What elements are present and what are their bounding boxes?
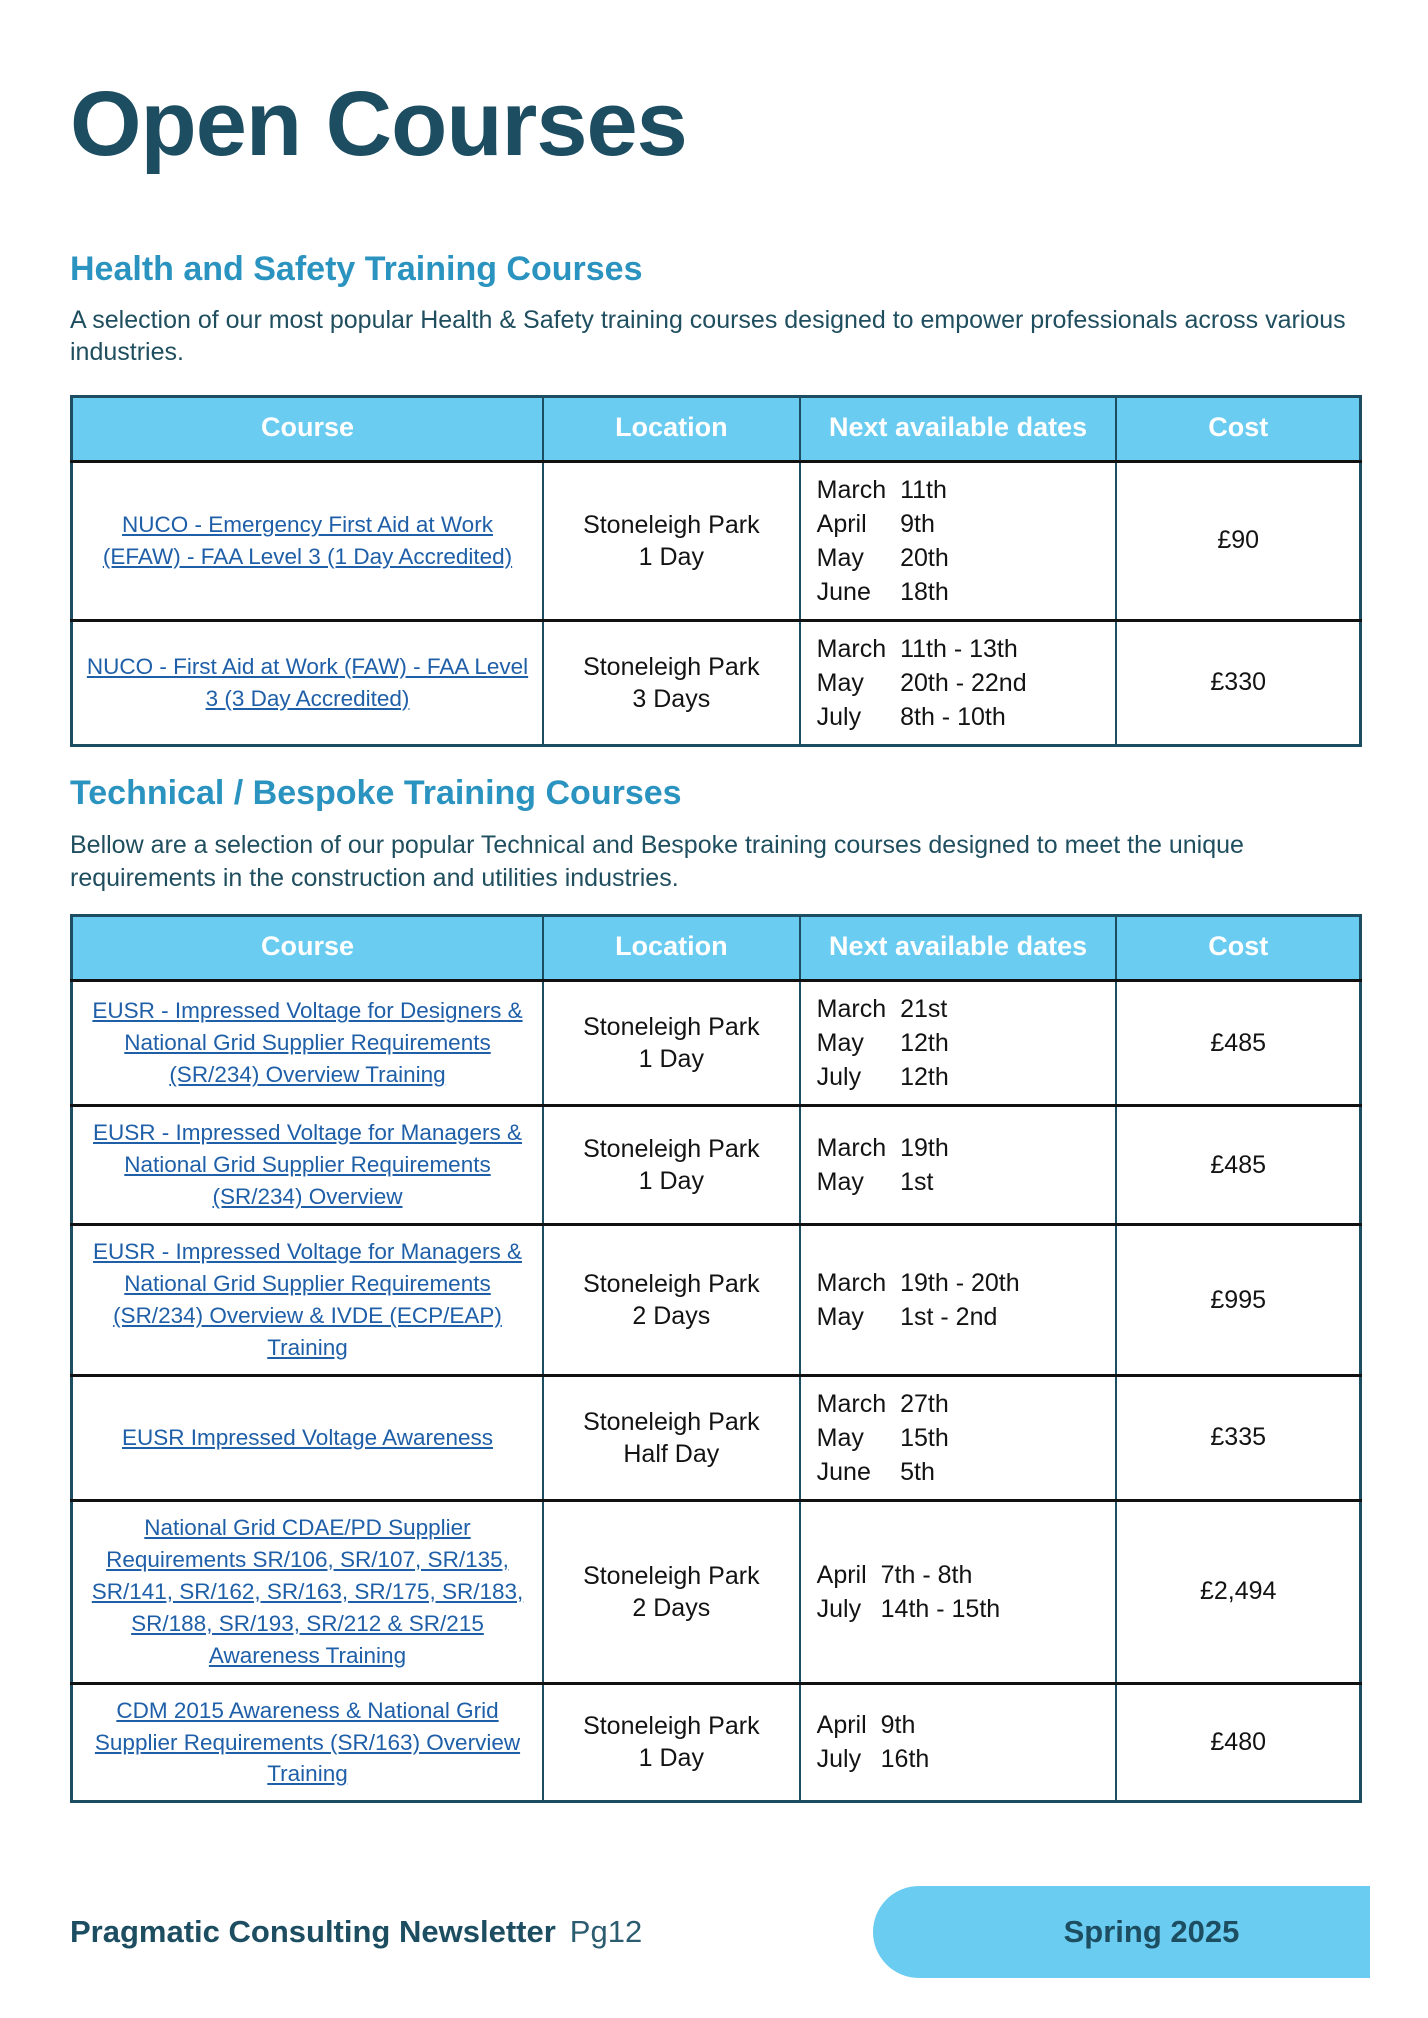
location-duration: 1 Day (638, 542, 704, 571)
date-month: July (816, 702, 862, 731)
location-place: Stoneleigh Park (583, 1712, 760, 1741)
cell-dates (800, 620, 1117, 745)
date-day: 9th (900, 509, 935, 538)
date-month: March (816, 634, 887, 663)
course-link[interactable]: EUSR - Impressed Voltage for Managers & National Grid Supplier Requirements (SR/234) Overview (93, 1120, 522, 1210)
page-title: Open Courses (70, 73, 687, 175)
table-header-row (72, 916, 1361, 981)
date-month: March (816, 1134, 887, 1163)
location-place: Stoneleigh Park (583, 1013, 760, 1042)
column-header-next-available-dates: Next available dates (800, 396, 1117, 461)
cell-cost: £2,494 (1116, 1500, 1360, 1683)
cell-dates (800, 1225, 1117, 1376)
date-month: July (816, 1594, 862, 1623)
date-entry (817, 1300, 1020, 1334)
date-entry (817, 700, 1027, 734)
course-link[interactable]: NUCO - First Aid at Work (FAW) - FAA Level 3 (3 Day Accredited) (86, 653, 529, 711)
date-day: 7th - 8th (880, 1560, 973, 1589)
cell-dates (800, 461, 1117, 620)
date-day: 1st - 2nd (900, 1303, 998, 1331)
cell-course (72, 1225, 544, 1376)
date-month: March (816, 1389, 887, 1418)
section-heading-technical-bespoke: Technical / Bespoke Training Courses (70, 773, 682, 812)
date-entry (817, 473, 949, 507)
date-list (817, 1387, 949, 1489)
date-list (817, 632, 1027, 734)
date-day: 11th - 13th (900, 634, 1018, 663)
season-label: Spring 2025 (1063, 1914, 1240, 1949)
column-header-course: Course (72, 396, 544, 461)
cell-cost: £330 (1116, 620, 1360, 745)
table-header (72, 916, 1361, 981)
date-month: March (816, 475, 887, 504)
table-row (72, 1500, 1361, 1683)
date-day: 20th (900, 543, 949, 572)
table-row (72, 1225, 1361, 1376)
date-list (817, 473, 949, 609)
location-place: Stoneleigh Park (583, 1561, 760, 1590)
date-entry (817, 1266, 1020, 1300)
cell-dates (800, 1500, 1117, 1683)
date-day: 5th (900, 1457, 935, 1486)
section-intro-health-safety: A selection of our most popular Health & Safety training courses designed to empower professionals across various industries. (70, 305, 1346, 367)
page-number-label: Pg12 (569, 1914, 643, 1949)
cell-location (543, 1683, 800, 1802)
cell-course (72, 1683, 544, 1802)
date-month: May (816, 668, 864, 697)
date-entry (817, 1742, 930, 1776)
location-place: Stoneleigh Park (583, 652, 760, 681)
date-month: May (816, 543, 864, 572)
date-list (817, 1266, 1020, 1334)
date-month: April (816, 509, 867, 538)
column-header-cost: Cost (1116, 916, 1360, 981)
course-link[interactable]: CDM 2015 Awareness & National Grid Supplier Requirements (SR/163) Overview Training (94, 1697, 521, 1787)
date-day: 9th (880, 1711, 916, 1740)
cell-cost: £995 (1116, 1225, 1360, 1376)
date-entry (817, 1421, 949, 1455)
date-day: 12th (900, 1063, 949, 1092)
date-day: 19th - 20th (900, 1269, 1020, 1297)
date-month: May (816, 1029, 864, 1058)
date-list (817, 992, 949, 1094)
cell-course (72, 1106, 544, 1225)
date-month: June (816, 577, 871, 606)
date-day: 20th - 22nd (900, 668, 1027, 697)
date-entry (817, 632, 1027, 666)
date-month: March (816, 1269, 887, 1297)
cell-dates (800, 1375, 1117, 1500)
date-month: June (816, 1457, 871, 1486)
date-entry (817, 541, 949, 575)
cell-dates (800, 981, 1117, 1106)
date-day: 12th (900, 1029, 949, 1058)
date-day: 18th (900, 577, 949, 606)
table-header (72, 396, 1361, 461)
cell-cost: £485 (1116, 1106, 1360, 1225)
section-intro-technical-bespoke: Bellow are a selection of our popular Technical and Bespoke training courses designed to meet the unique requirements in the construction and utilities industries. (70, 831, 1244, 892)
column-header-location: Location (543, 396, 800, 461)
date-day: 15th (900, 1423, 949, 1452)
date-month: May (816, 1423, 864, 1452)
location-duration: Half Day (623, 1439, 720, 1468)
table-header-row (72, 396, 1361, 461)
date-list (817, 1708, 930, 1776)
location-duration: 2 Days (632, 1302, 711, 1330)
date-day: 16th (880, 1745, 930, 1774)
date-day: 1st (900, 1168, 934, 1197)
date-day: 8th - 10th (900, 702, 1006, 731)
column-header-course: Course (72, 916, 544, 981)
date-entry (817, 575, 949, 609)
date-day: 14th - 15th (880, 1594, 1001, 1623)
location-place: Stoneleigh Park (583, 510, 760, 539)
table-body (72, 981, 1361, 1802)
date-month: April (816, 1560, 867, 1589)
table-body (72, 461, 1361, 745)
cell-location (543, 461, 800, 620)
cell-location (543, 1500, 800, 1683)
table-row (72, 620, 1361, 745)
cell-location (543, 1375, 800, 1500)
course-link[interactable]: EUSR Impressed Voltage Awareness (121, 1424, 494, 1450)
location-place: Stoneleigh Park (583, 1270, 760, 1298)
date-list (817, 1558, 1001, 1626)
season-badge (873, 1886, 1370, 1978)
newsletter-title: Pragmatic Consulting Newsletter (70, 1914, 556, 1949)
cell-course (72, 1375, 544, 1500)
date-day: 19th (900, 1134, 949, 1163)
table-row (72, 1375, 1361, 1500)
cell-dates (800, 1683, 1117, 1802)
location-place: Stoneleigh Park (583, 1407, 760, 1436)
cell-location (543, 981, 800, 1106)
technical-bespoke-courses-table (70, 914, 1362, 1803)
date-entry (817, 1060, 949, 1094)
date-entry (817, 1387, 949, 1421)
page-footer (0, 1868, 1428, 2018)
date-month: May (816, 1303, 864, 1331)
location-place: Stoneleigh Park (583, 1135, 760, 1164)
date-day: 21st (900, 995, 948, 1024)
date-month: April (816, 1711, 867, 1740)
location-duration: 3 Days (632, 684, 711, 713)
cell-course (72, 461, 544, 620)
location-duration: 1 Day (638, 1045, 704, 1074)
location-duration: 1 Day (638, 1744, 704, 1773)
date-month: May (816, 1168, 864, 1197)
date-month: July (816, 1063, 862, 1092)
cell-dates (800, 1106, 1117, 1225)
cell-course (72, 620, 544, 745)
date-list (817, 1131, 949, 1199)
date-day: 27th (900, 1389, 949, 1418)
course-link[interactable]: EUSR - Impressed Voltage for Designers & National Grid Supplier Requirements (SR/234) Overview Training (92, 998, 523, 1088)
cell-location (543, 620, 800, 745)
column-header-next-available-dates: Next available dates (800, 916, 1117, 981)
cell-course (72, 1500, 544, 1683)
course-link[interactable]: National Grid CDAE/PD Supplier Requirements SR/106, SR/107, SR/135, SR/141, SR/162, SR/163, SR/175, SR/183, SR/188, SR/193, SR/212 & SR/215 Awareness Training (91, 1514, 524, 1668)
health-safety-courses-table (70, 395, 1362, 747)
cell-location (543, 1225, 800, 1376)
date-entry (817, 1558, 1001, 1592)
date-entry (817, 992, 949, 1026)
cell-location (543, 1106, 800, 1225)
table-row (72, 1106, 1361, 1225)
cell-cost: £90 (1116, 461, 1360, 620)
column-header-cost: Cost (1116, 396, 1360, 461)
table-row (72, 981, 1361, 1106)
table-row (72, 1683, 1361, 1802)
course-link[interactable]: NUCO - Emergency First Aid at Work (EFAW) - FAA Level 3 (1 Day Accredited) (102, 511, 513, 569)
footer-left-group (70, 1914, 642, 1950)
date-entry (817, 1592, 1001, 1626)
section-heading-health-safety: Health and Safety Training Courses (70, 250, 643, 288)
date-entry (817, 1455, 949, 1489)
date-entry (817, 1165, 949, 1199)
location-duration: 1 Day (638, 1167, 704, 1196)
cell-cost: £335 (1116, 1375, 1360, 1500)
cell-course (72, 981, 544, 1106)
date-month: July (816, 1745, 862, 1774)
cell-cost: £480 (1116, 1683, 1360, 1802)
course-link[interactable]: EUSR - Impressed Voltage for Managers & National Grid Supplier Requirements (SR/234) Overview & IVDE (ECP/EAP) Training (93, 1239, 522, 1360)
date-entry (817, 507, 949, 541)
date-entry (817, 1026, 949, 1060)
location-duration: 2 Days (632, 1593, 711, 1622)
date-entry (817, 1708, 930, 1742)
cell-cost: £485 (1116, 981, 1360, 1106)
date-entry (817, 666, 1027, 700)
column-header-location: Location (543, 916, 800, 981)
date-month: March (816, 995, 887, 1024)
table-row (72, 461, 1361, 620)
date-entry (817, 1131, 949, 1165)
date-day: 11th (900, 475, 947, 504)
